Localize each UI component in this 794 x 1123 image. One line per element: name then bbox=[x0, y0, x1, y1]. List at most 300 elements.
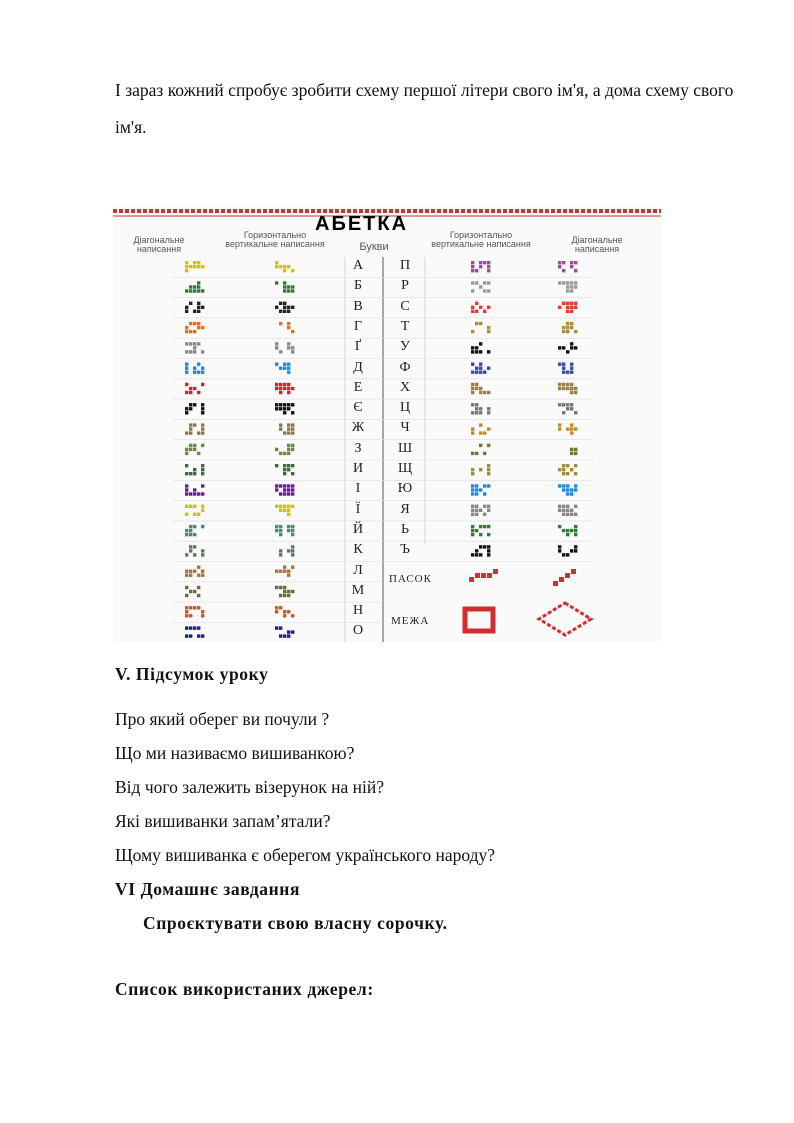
motif-horizontal-left bbox=[291, 472, 294, 475]
motif-diagonal-left bbox=[193, 265, 196, 268]
motif-horizontal-right bbox=[483, 452, 486, 455]
border-stitch bbox=[455, 209, 459, 213]
motif-diagonal-right bbox=[574, 411, 577, 414]
motif-diagonal-left bbox=[185, 505, 188, 508]
border-stitch bbox=[149, 209, 153, 213]
motif-diagonal-right bbox=[566, 289, 569, 292]
motif-horizontal-left bbox=[287, 342, 290, 345]
motif-horizontal-right bbox=[475, 411, 478, 414]
motif-horizontal-left bbox=[283, 594, 286, 597]
motif-horizontal-right bbox=[487, 472, 490, 475]
motif-horizontal-right bbox=[471, 505, 474, 508]
motif-horizontal-left bbox=[279, 350, 282, 353]
motif-horizontal-left bbox=[283, 590, 286, 593]
motif-diagonal-right bbox=[562, 371, 565, 374]
motif-horizontal-left bbox=[287, 285, 290, 288]
motif-horizontal-left bbox=[283, 431, 286, 434]
motif-diagonal-left bbox=[185, 570, 188, 573]
motif-horizontal-left bbox=[279, 302, 282, 305]
border-stitch bbox=[449, 209, 453, 213]
motif-diagonal-left bbox=[193, 371, 196, 374]
motif-diagonal-left bbox=[189, 387, 192, 390]
motif-diagonal-right bbox=[562, 509, 565, 512]
motif-diagonal-right bbox=[570, 492, 573, 495]
motif-horizontal-left bbox=[287, 525, 290, 528]
motif-horizontal-right bbox=[475, 484, 478, 487]
motif-diagonal-left bbox=[189, 529, 192, 532]
motif-diagonal-right bbox=[566, 403, 569, 406]
motif-horizontal-left bbox=[287, 509, 290, 512]
motif-horizontal-left bbox=[279, 634, 282, 637]
motif-horizontal-left bbox=[283, 285, 286, 288]
motif-diagonal-right bbox=[566, 326, 569, 329]
motif-horizontal-right bbox=[471, 468, 474, 471]
motif-diagonal-left bbox=[185, 614, 188, 617]
border-stitch bbox=[233, 209, 237, 213]
motif-diagonal-right bbox=[558, 484, 561, 487]
motif-horizontal-right bbox=[487, 289, 490, 292]
motif-horizontal-left bbox=[283, 472, 286, 475]
border-stitch bbox=[635, 209, 639, 213]
letter-right: П bbox=[399, 258, 411, 273]
motif-diagonal-right bbox=[570, 371, 573, 374]
motif-diagonal-left bbox=[197, 606, 200, 609]
motif-horizontal-right bbox=[475, 387, 478, 390]
motif-horizontal-left bbox=[279, 387, 282, 390]
motif-diagonal-left bbox=[189, 590, 192, 593]
motif-horizontal-left bbox=[279, 322, 282, 325]
border-stitch bbox=[593, 209, 597, 213]
motif-diagonal-left bbox=[185, 371, 188, 374]
motif-horizontal-right bbox=[471, 346, 474, 349]
motif-horizontal-left bbox=[287, 322, 290, 325]
motif-diagonal-left bbox=[193, 513, 196, 516]
motif-diagonal-left bbox=[185, 586, 188, 589]
motif-horizontal-right bbox=[471, 265, 474, 268]
motif-horizontal-right bbox=[479, 367, 482, 370]
motif-horizontal-right bbox=[487, 330, 490, 333]
border-stitch bbox=[287, 209, 291, 213]
motif-diagonal-left bbox=[193, 606, 196, 609]
motif-diagonal-left bbox=[185, 431, 188, 434]
motif-diagonal-right bbox=[570, 302, 573, 305]
border-stitch bbox=[617, 209, 621, 213]
border-stitch bbox=[305, 209, 309, 213]
motif-horizontal-left bbox=[287, 468, 290, 471]
motif-horizontal-right bbox=[483, 431, 486, 434]
motif-horizontal-right bbox=[475, 281, 478, 284]
motif-horizontal-right bbox=[479, 423, 482, 426]
motif-horizontal-left bbox=[275, 281, 278, 284]
motif-horizontal-right bbox=[471, 269, 474, 272]
letter-right: Ю bbox=[397, 481, 413, 497]
motif-diagonal-right bbox=[562, 553, 565, 556]
motif-diagonal-right bbox=[570, 513, 573, 516]
motif-horizontal-left bbox=[279, 533, 282, 536]
motif-horizontal-right bbox=[471, 529, 474, 532]
motif-horizontal-right bbox=[471, 427, 474, 430]
motif-diagonal-left bbox=[197, 452, 200, 455]
motif-diagonal-right bbox=[562, 383, 565, 386]
motif-diagonal-left bbox=[189, 448, 192, 451]
motif-diagonal-left bbox=[193, 626, 196, 629]
motif-diagonal-left bbox=[193, 403, 196, 406]
border-stitch bbox=[215, 209, 219, 213]
motif-horizontal-left bbox=[287, 363, 290, 366]
motif-diagonal-right bbox=[570, 452, 573, 455]
motif-horizontal-left bbox=[287, 549, 290, 552]
motif-horizontal-right bbox=[479, 350, 482, 353]
motif-diagonal-left bbox=[189, 472, 192, 475]
motif-diagonal-left bbox=[185, 310, 188, 313]
motif-diagonal-right bbox=[574, 346, 577, 349]
letter-left: В bbox=[353, 298, 363, 314]
motif-horizontal-right bbox=[475, 269, 478, 272]
motif-diagonal-right bbox=[558, 306, 561, 309]
motif-diagonal-right bbox=[570, 281, 573, 284]
motif-horizontal-right bbox=[471, 306, 474, 309]
border-stitch bbox=[611, 209, 615, 213]
motif-diagonal-left bbox=[185, 350, 188, 353]
motif-horizontal-left bbox=[275, 610, 278, 613]
motif-horizontal-right bbox=[471, 391, 474, 394]
motif-diagonal-right bbox=[566, 350, 569, 353]
border-stitch bbox=[161, 209, 165, 213]
border-stitch bbox=[641, 209, 645, 213]
motif-diagonal-right bbox=[566, 281, 569, 284]
letter-left: Н bbox=[352, 603, 364, 619]
motif-horizontal-left bbox=[279, 403, 282, 406]
motif-horizontal-right bbox=[479, 371, 482, 374]
letter-left: Г bbox=[353, 318, 363, 334]
letter-right: Ц bbox=[399, 400, 411, 416]
border-stitch bbox=[569, 209, 573, 213]
motif-horizontal-left bbox=[291, 306, 294, 309]
motif-diagonal-left bbox=[189, 614, 192, 617]
motif-horizontal-left bbox=[291, 492, 294, 495]
border-stitch bbox=[167, 209, 171, 213]
motif-horizontal-left bbox=[287, 391, 290, 394]
border-stitch bbox=[239, 209, 243, 213]
motif-horizontal-right bbox=[487, 407, 490, 410]
motif-horizontal-right bbox=[475, 367, 478, 370]
motif-horizontal-left bbox=[275, 383, 278, 386]
motif-diagonal-left bbox=[197, 574, 200, 577]
motif-horizontal-left bbox=[275, 306, 278, 309]
motif-diagonal-left bbox=[197, 363, 200, 366]
motif-diagonal-left bbox=[185, 513, 188, 516]
motif-diagonal-right bbox=[562, 468, 565, 471]
motif-horizontal-left bbox=[279, 423, 282, 426]
letter-left: И bbox=[352, 461, 364, 476]
motif-diagonal-left bbox=[201, 383, 204, 386]
motif-diagonal-left bbox=[185, 488, 188, 491]
motif-horizontal-left bbox=[279, 586, 282, 589]
motif-diagonal-right bbox=[562, 387, 565, 390]
motif-diagonal-right bbox=[562, 346, 565, 349]
motif-diagonal-right bbox=[562, 281, 565, 284]
motif-diagonal-left bbox=[185, 407, 188, 410]
belt-motif bbox=[493, 569, 498, 574]
motif-horizontal-right bbox=[471, 363, 474, 366]
motif-diagonal-right bbox=[570, 431, 573, 434]
motif-diagonal-right bbox=[566, 513, 569, 516]
motif-diagonal-left bbox=[201, 427, 204, 430]
motif-diagonal-left bbox=[193, 492, 196, 495]
border-stitch bbox=[137, 209, 141, 213]
question-item: Від чого залежить візерунок на ній? bbox=[115, 777, 384, 797]
motif-diagonal-left bbox=[185, 484, 188, 487]
motif-horizontal-left bbox=[291, 269, 294, 272]
motif-diagonal-right bbox=[574, 391, 577, 394]
motif-horizontal-left bbox=[283, 411, 286, 414]
motif-diagonal-right bbox=[570, 529, 573, 532]
border-stitch bbox=[647, 209, 651, 213]
motif-horizontal-right bbox=[483, 505, 486, 508]
motif-horizontal-left bbox=[279, 525, 282, 528]
motif-diagonal-right bbox=[566, 310, 569, 313]
motif-diagonal-left bbox=[189, 427, 192, 430]
motif-diagonal-right bbox=[558, 505, 561, 508]
motif-horizontal-left bbox=[287, 464, 290, 467]
motif-diagonal-left bbox=[193, 423, 196, 426]
belt-motif bbox=[571, 569, 576, 574]
motif-diagonal-left bbox=[189, 391, 192, 394]
border-stitch bbox=[143, 209, 147, 213]
motif-horizontal-left bbox=[279, 594, 282, 597]
motif-diagonal-left bbox=[189, 322, 192, 325]
motif-diagonal-right bbox=[566, 553, 569, 556]
motif-horizontal-left bbox=[283, 306, 286, 309]
motif-horizontal-right bbox=[487, 269, 490, 272]
motif-horizontal-left bbox=[287, 634, 290, 637]
motif-horizontal-left bbox=[279, 570, 282, 573]
motif-horizontal-right bbox=[471, 281, 474, 284]
motif-horizontal-left bbox=[291, 423, 294, 426]
motif-horizontal-left bbox=[279, 427, 282, 430]
border-stitch bbox=[653, 209, 657, 213]
motif-diagonal-left bbox=[185, 411, 188, 414]
motif-horizontal-right bbox=[487, 525, 490, 528]
motif-horizontal-left bbox=[291, 529, 294, 532]
motif-horizontal-left bbox=[291, 525, 294, 528]
figure-title: АБЕТКА bbox=[315, 213, 409, 235]
motif-diagonal-left bbox=[193, 346, 196, 349]
border-stitch bbox=[491, 209, 495, 213]
motif-horizontal-left bbox=[287, 289, 290, 292]
motif-horizontal-left bbox=[291, 484, 294, 487]
motif-diagonal-left bbox=[189, 350, 192, 353]
motif-horizontal-left bbox=[291, 488, 294, 491]
motif-horizontal-left bbox=[287, 403, 290, 406]
belt-motif bbox=[487, 573, 492, 578]
motif-horizontal-right bbox=[479, 306, 482, 309]
motif-diagonal-right bbox=[574, 484, 577, 487]
motif-diagonal-right bbox=[566, 387, 569, 390]
motif-horizontal-left bbox=[283, 610, 286, 613]
motif-diagonal-right bbox=[566, 492, 569, 495]
motif-diagonal-right bbox=[566, 509, 569, 512]
motif-diagonal-right bbox=[562, 302, 565, 305]
motif-horizontal-left bbox=[283, 570, 286, 573]
border-stitch bbox=[275, 209, 279, 213]
motif-diagonal-left bbox=[201, 574, 204, 577]
question-item: Які вишиванки запам’ятали? bbox=[115, 811, 331, 831]
motif-diagonal-left bbox=[185, 574, 188, 577]
motif-diagonal-left bbox=[193, 342, 196, 345]
motif-diagonal-right bbox=[574, 281, 577, 284]
motif-horizontal-right bbox=[483, 289, 486, 292]
motif-horizontal-right bbox=[479, 444, 482, 447]
motif-horizontal-left bbox=[283, 302, 286, 305]
motif-diagonal-right bbox=[570, 367, 573, 370]
motif-horizontal-left bbox=[283, 464, 286, 467]
motif-diagonal-left bbox=[197, 391, 200, 394]
motif-horizontal-right bbox=[475, 529, 478, 532]
motif-diagonal-right bbox=[562, 363, 565, 366]
motif-diagonal-left bbox=[197, 285, 200, 288]
motif-horizontal-right bbox=[471, 492, 474, 495]
motif-diagonal-left bbox=[185, 342, 188, 345]
motif-horizontal-left bbox=[287, 265, 290, 268]
motif-diagonal-left bbox=[185, 330, 188, 333]
motif-diagonal-right bbox=[558, 387, 561, 390]
motif-diagonal-right bbox=[558, 281, 561, 284]
motif-horizontal-right bbox=[479, 509, 482, 512]
motif-diagonal-left bbox=[193, 525, 196, 528]
motif-horizontal-right bbox=[487, 484, 490, 487]
motif-horizontal-left bbox=[287, 371, 290, 374]
border-stitch bbox=[173, 209, 177, 213]
border-stitch bbox=[545, 209, 549, 213]
motif-diagonal-left bbox=[201, 350, 204, 353]
border-stitch bbox=[131, 209, 135, 213]
motif-diagonal-left bbox=[201, 505, 204, 508]
motif-horizontal-left bbox=[279, 492, 282, 495]
motif-diagonal-right bbox=[566, 488, 569, 491]
motif-diagonal-right bbox=[562, 505, 565, 508]
motif-diagonal-right bbox=[574, 269, 577, 272]
motif-diagonal-left bbox=[197, 634, 200, 637]
motif-diagonal-left bbox=[197, 322, 200, 325]
motif-diagonal-right bbox=[558, 265, 561, 268]
motif-diagonal-left bbox=[193, 505, 196, 508]
motif-horizontal-left bbox=[287, 574, 290, 577]
motif-horizontal-right bbox=[483, 545, 486, 548]
letter-left: Л bbox=[353, 562, 363, 578]
motif-diagonal-left bbox=[201, 265, 204, 268]
motif-diagonal-left bbox=[201, 570, 204, 573]
motif-diagonal-right bbox=[558, 383, 561, 386]
motif-diagonal-left bbox=[185, 529, 188, 532]
motif-horizontal-left bbox=[279, 484, 282, 487]
motif-diagonal-left bbox=[197, 371, 200, 374]
border-stitch bbox=[437, 209, 441, 213]
motif-horizontal-left bbox=[275, 505, 278, 508]
motif-diagonal-left bbox=[185, 261, 188, 264]
motif-diagonal-left bbox=[189, 574, 192, 577]
letter-right: Ъ bbox=[400, 542, 410, 558]
motif-diagonal-right bbox=[570, 383, 573, 386]
motif-horizontal-left bbox=[287, 488, 290, 491]
motif-diagonal-right bbox=[574, 427, 577, 430]
motif-diagonal-left bbox=[189, 549, 192, 552]
letter-left: Д bbox=[353, 359, 363, 375]
section6-heading: VI Домашнє завдання bbox=[115, 879, 301, 899]
motif-horizontal-right bbox=[471, 472, 474, 475]
border-stitch bbox=[425, 209, 429, 213]
motif-horizontal-left bbox=[287, 431, 290, 434]
motif-diagonal-left bbox=[189, 403, 192, 406]
motif-horizontal-left bbox=[275, 363, 278, 366]
motif-horizontal-left bbox=[287, 505, 290, 508]
motif-horizontal-right bbox=[471, 371, 474, 374]
letter-left: Є bbox=[353, 400, 363, 416]
motif-diagonal-left bbox=[193, 448, 196, 451]
motif-diagonal-right bbox=[562, 529, 565, 532]
motif-horizontal-left bbox=[283, 586, 286, 589]
motif-diagonal-left bbox=[201, 610, 204, 613]
border-stitch bbox=[185, 209, 189, 213]
border-stitch bbox=[209, 209, 213, 213]
alphabet-figure bbox=[113, 205, 661, 642]
motif-horizontal-right bbox=[483, 310, 486, 313]
motif-horizontal-left bbox=[287, 444, 290, 447]
border-stitch bbox=[113, 209, 117, 213]
motif-diagonal-left bbox=[193, 285, 196, 288]
border-stitch bbox=[467, 209, 471, 213]
motif-diagonal-left bbox=[197, 281, 200, 284]
motif-horizontal-right bbox=[479, 363, 482, 366]
letter-left: Б bbox=[353, 278, 363, 294]
motif-horizontal-left bbox=[287, 594, 290, 597]
question-item: Що ми називаємо вишиванкою? bbox=[115, 743, 355, 763]
motif-diagonal-left bbox=[193, 261, 196, 264]
motif-diagonal-right bbox=[562, 403, 565, 406]
motif-horizontal-left bbox=[291, 566, 294, 569]
letter-left: А bbox=[352, 258, 364, 273]
motif-diagonal-right bbox=[566, 407, 569, 410]
motif-diagonal-right bbox=[562, 326, 565, 329]
motif-diagonal-left bbox=[193, 330, 196, 333]
motif-diagonal-left bbox=[185, 383, 188, 386]
motif-horizontal-right bbox=[483, 492, 486, 495]
motif-diagonal-right bbox=[562, 367, 565, 370]
motif-diagonal-left bbox=[185, 606, 188, 609]
motif-diagonal-left bbox=[185, 553, 188, 556]
letter-left: І bbox=[355, 481, 361, 497]
sources-heading: Список використаних джерел: bbox=[115, 979, 374, 999]
motif-horizontal-left bbox=[283, 509, 286, 512]
motif-horizontal-right bbox=[487, 411, 490, 414]
border-stitch bbox=[197, 209, 201, 213]
motif-horizontal-right bbox=[487, 545, 490, 548]
motif-horizontal-left bbox=[283, 403, 286, 406]
motif-diagonal-left bbox=[193, 350, 196, 353]
motif-diagonal-right bbox=[574, 306, 577, 309]
motif-diagonal-left bbox=[197, 289, 200, 292]
border-stitch bbox=[155, 209, 159, 213]
motif-diagonal-left bbox=[201, 553, 204, 556]
motif-horizontal-right bbox=[479, 387, 482, 390]
question-item: Щому вишиванка є оберегом українського народу? bbox=[115, 845, 496, 865]
motif-diagonal-right bbox=[566, 505, 569, 508]
motif-horizontal-left bbox=[287, 367, 290, 370]
motif-diagonal-right bbox=[558, 509, 561, 512]
motif-diagonal-left bbox=[189, 545, 192, 548]
border-stitch bbox=[191, 209, 195, 213]
border-stitch bbox=[659, 209, 661, 213]
